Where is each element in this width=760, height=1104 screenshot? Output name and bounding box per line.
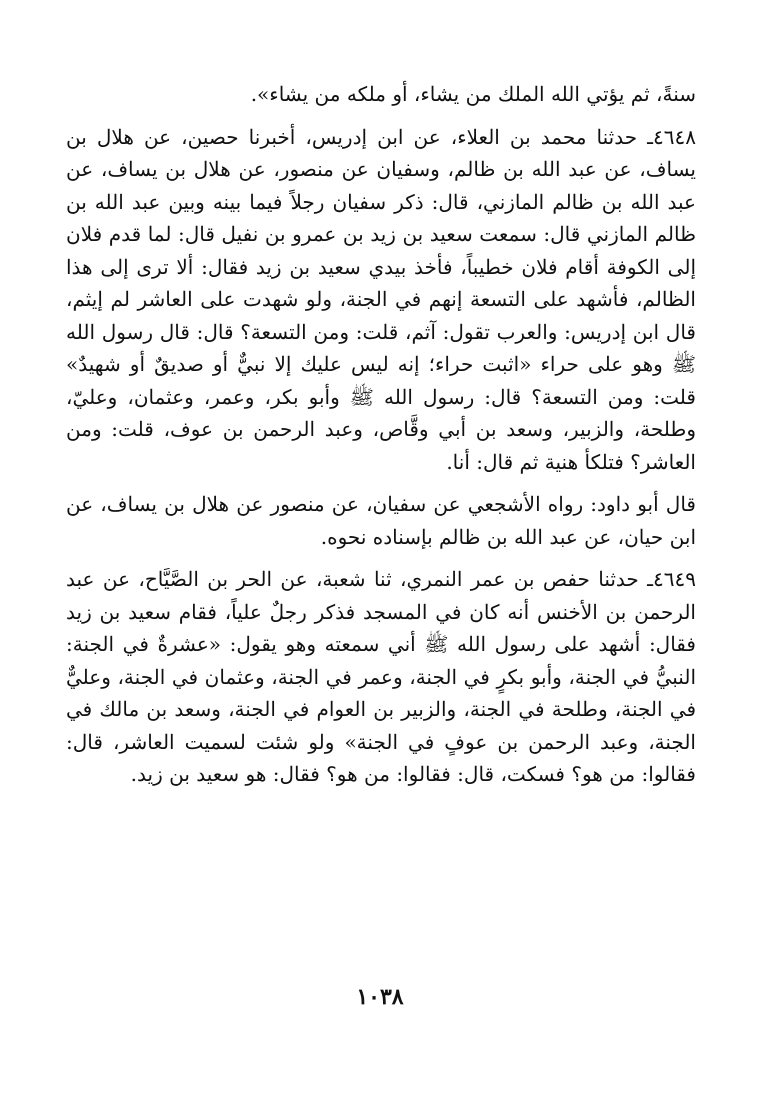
page-body bbox=[66, 78, 696, 791]
hadith-4649: ٤٦٤٩ـ حدثنا حفص بن عمر النمري، ثنا شعبة، عن الحر بن الصَّيَّاح، عن عبد الرحمن بن الأخنس أنه كان في المسجد فذكر رجلٌ علياً، فقام سعيد بن زيد فقال: أشهد على رسول الله ﷺ أني سمعته وهو يقول: «عشرةٌ في الجنة: النبيُّ في الجنة، وأبو بكرٍ في الجنة، وعمر في الجنة، وعثمان في الجنة، وعليٌّ في الجنة، وطلحة في الجنة، والزبير بن العوام في الجنة، وسعد بن مالك في الجنة، وعبد الرحمن بن عوفٍ في الجنة» ولو شئت لسميت العاشر، قال: فقالوا: من هو؟ فسكت، قال: فقالوا: من هو؟ فقال: هو سعيد بن زيد. bbox=[66, 567, 696, 786]
page-number: ١٠٣٨ bbox=[356, 984, 404, 1010]
abu-dawud-comment: قال أبو داود: رواه الأشجعي عن سفيان، عن منصور عن هلال بن يساف، عن ابن حيان، عن عبد الله بن ظالم بإسناده نحوه. bbox=[66, 492, 696, 549]
paragraph-1: سنةً، ثم يؤتي الله الملك من يشاء، أو ملكه من يشاء». bbox=[250, 82, 696, 106]
hadith-4648: ٤٦٤٨ـ حدثنا محمد بن العلاء، عن ابن إدريس، أخبرنا حصين، عن هلال بن يساف، عن عبد الله بن ظالم، وسفيان عن منصور، عن هلال بن يساف، عن عبد الله بن ظالم المازني، قال: ذكر سفيان رجلاً فيما بينه وبين عبد الله بن ظالم المازني قال: سمعت سعيد بن زيد بن عمرو بن نفيل قال: لما قدم فلان إلى الكوفة أقام فلان خطيباً، فأخذ بيدي سعيد بن زيد فقال: ألا ترى إلى هذا الظالم، فأشهد على التسعة إنهم في الجنة، ولو شهدت على العاشر لم إيثم، قال ابن إدريس: والعرب تقول: آثم، قلت: ومن التسعة؟ قال: قال رسول الله ﷺ وهو على حراء «اثبت حراء؛ إنه ليس عليك إلا نبيٌّ أو صديقٌ أو شهيدٌ» قلت: ومن التسعة؟ قال: رسول الله ﷺ وأبو بكر، وعمر، وعثمان، وعليّ، وطلحة، والزبير، وسعد بن أبي وقَّاص، وعبد الرحمن بن عوف، قلت: ومن العاشر؟ فتلكأ هنية ثم قال: أنا. bbox=[66, 124, 697, 474]
